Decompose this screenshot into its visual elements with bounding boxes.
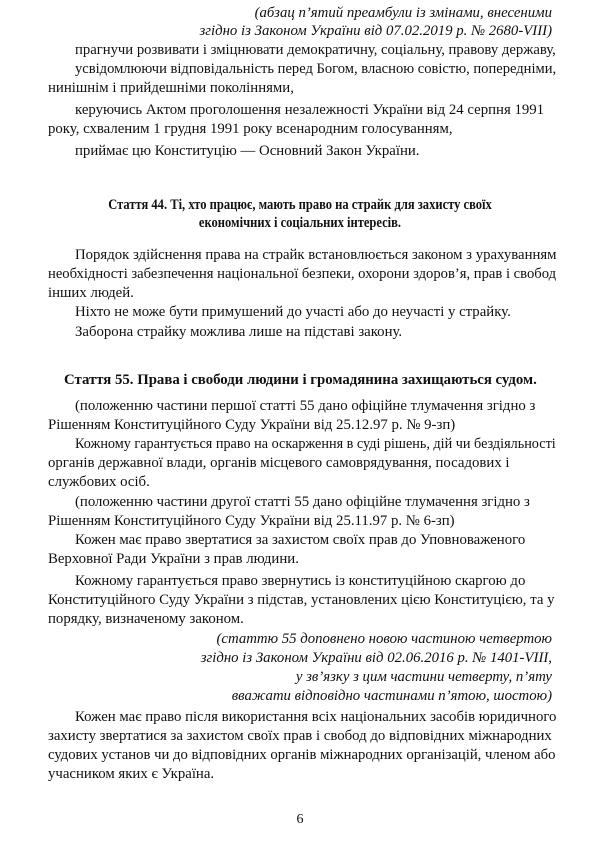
article-55-part-4-line3: судових установ чи до відповідних органів міжнародних організацій, членом або xyxy=(48,747,556,763)
article-55-amendment-note-1-line1: (статтю 55 доповнено новою частиною четвертою xyxy=(216,631,552,647)
article-44-paragraph-1-line1: Порядок здійснення права на страйк встановлюється законом з урахуванням xyxy=(75,247,557,263)
article-55-part-2-line2: Верховної Ради України з прав людини. xyxy=(48,551,299,567)
article-55-amendment-note-1-line3: у зв’язку з цим частини четверту, п’яту xyxy=(295,669,552,685)
article-55-part-2-line1: Кожен має право звертатися за захистом своїх прав до Уповноваженого xyxy=(75,532,526,548)
article-55-part-1-line2: органів державної влади, органів місцевого самоврядування, посадових і xyxy=(48,455,510,471)
article-55-title: Стаття 55. Права і свободи людини і громадянина захищаються судом. xyxy=(64,372,537,388)
article-55-part-4-line4: учасником яких є Україна. xyxy=(48,766,215,782)
article-55-interpretation-note-2-line2: Рішенням Конституційного Суду України від 25.11.97 р. № 6-зп) xyxy=(48,513,455,529)
article-55-amendment-note-1-line4: вважати відповідно частинами п’ятою, шостою) xyxy=(231,688,552,704)
preamble-paragraph-3-line2: року, схваленим 1 грудня 1991 року всенародним голосуванням, xyxy=(48,121,453,137)
article-44-title-line1: Стаття 44. Ті, хто працює, мають право на страйк для захисту своїх xyxy=(108,197,492,213)
article-55-interpretation-note-1-line1: (положенню частини першої статті 55 дано офіційне тлумачення згідно з xyxy=(75,398,536,414)
article-55-part-3-line1: Кожному гарантується право звернутись із конституційною скаргою до xyxy=(75,573,526,589)
article-55-amendment-note-1-line2: згідно із Законом України від 02.06.2016 р. № 1401-VIII, xyxy=(200,650,552,666)
article-55-part-4-line1: Кожен має право після використання всіх національних засобів юридичного xyxy=(75,709,557,725)
article-44-paragraph-3: Заборона страйку можлива лише на підставі закону. xyxy=(75,324,403,340)
article-44-title-line2: економічних і соціальних інтересів. xyxy=(198,215,402,231)
article-44-paragraph-1-line2: необхідності забезпечення національної безпеки, охорони здоров’я, прав і свобод xyxy=(48,266,557,282)
preamble-amendment-note-line2: згідно із Законом України від 07.02.2019 р. № 2680-VIII) xyxy=(199,23,552,39)
article-55-part-1-line1: Кожному гарантується право на оскарження в суді рішень, дій чи бездіяльності xyxy=(75,436,556,452)
article-44-paragraph-2: Ніхто не може бути примушений до участі або до неучасті у страйку. xyxy=(75,304,511,320)
article-55-part-3-line3: порядку, визначеному законом. xyxy=(48,611,244,627)
preamble-paragraph-2-line1: усвідомлюючи відповідальність перед Богом, власною совістю, попередніми, xyxy=(75,61,557,77)
article-55-part-3-line2: Конституційного Суду України з підстав, установлених цією Конституцією, та у xyxy=(48,592,555,608)
article-44-paragraph-1-line3: інших людей. xyxy=(48,285,134,301)
preamble-paragraph-2-line2: нинішнім і прийдешніми поколіннями, xyxy=(48,80,294,96)
article-55-part-1-line3: службових осіб. xyxy=(48,474,150,490)
preamble-paragraph-3-line1: керуючись Актом проголошення незалежності України від 24 серпня 1991 xyxy=(75,102,545,118)
preamble-paragraph-4: приймає цю Конституцію — Основний Закон України. xyxy=(75,143,420,159)
page-number: 6 xyxy=(296,812,304,827)
article-55-part-4-line2: захисту звертатися за захистом своїх прав і свобод до відповідних міжнародних xyxy=(48,728,552,744)
preamble-amendment-note-line1: (абзац п’ятий преамбули із змінами, внесеними xyxy=(254,5,552,21)
article-55-interpretation-note-1-line2: Рішенням Конституційного Суду України від 25.12.97 р. № 9-зп) xyxy=(48,417,456,433)
article-55-interpretation-note-2-line1: (положенню частини другої статті 55 дано офіційне тлумачення згідно з xyxy=(75,494,530,510)
preamble-paragraph-1: прагнучи розвивати і зміцнювати демократичну, соціальну, правову державу, xyxy=(75,42,556,58)
